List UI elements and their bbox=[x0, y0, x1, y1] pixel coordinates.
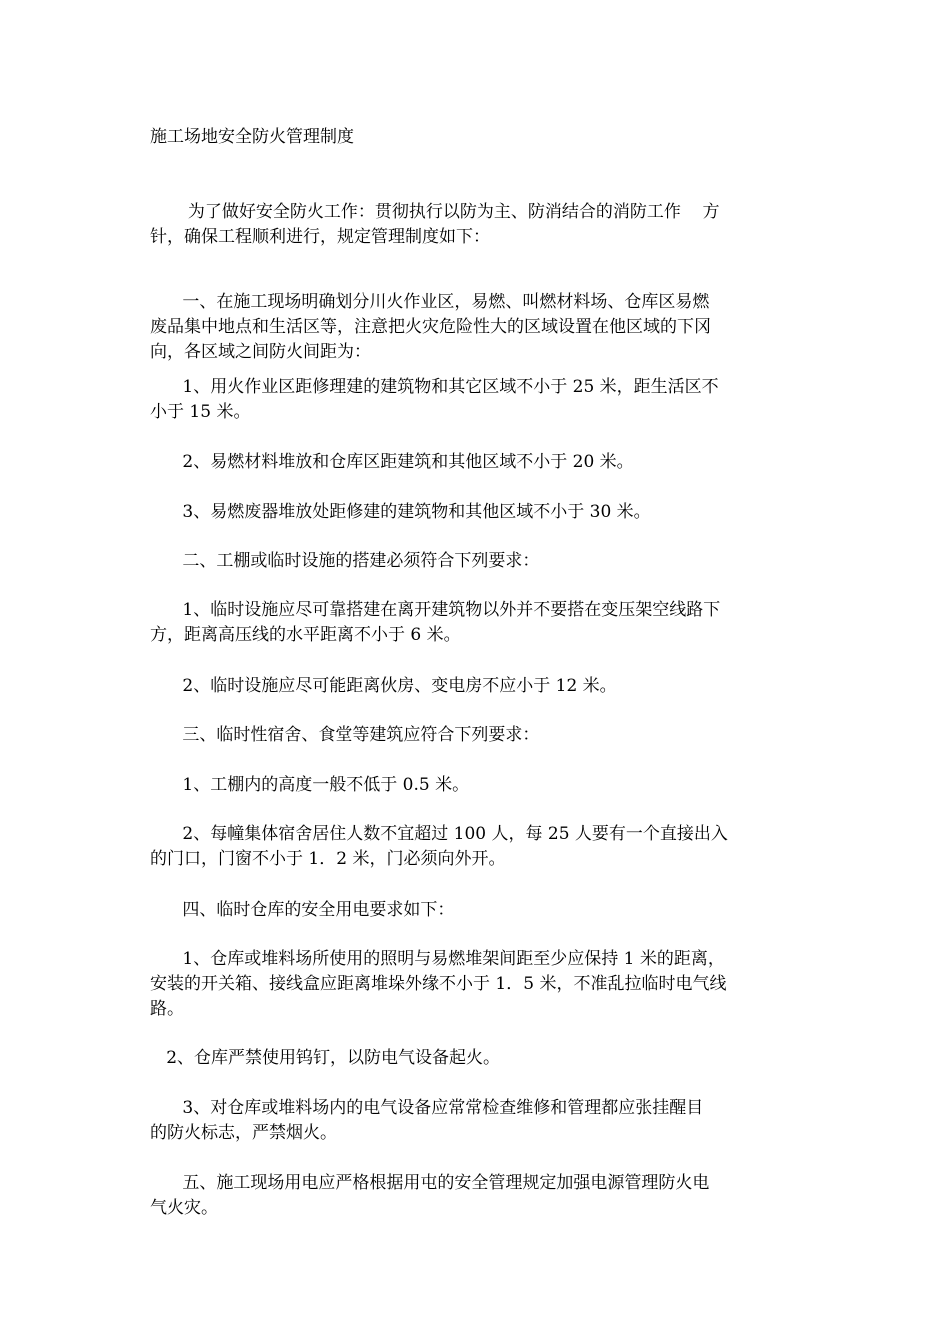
paragraph bbox=[150, 1046, 790, 1071]
document-title: 施工场地安全防火管理制度 bbox=[150, 127, 354, 147]
paragraph bbox=[150, 375, 790, 425]
paragraph-line: 1、工棚内的高度一般不低于 0.5 米。 bbox=[150, 775, 470, 795]
paragraph-line: 2、临时设施应尽可能距离伙房、变电房不应小于 12 米。 bbox=[150, 676, 617, 696]
paragraph bbox=[150, 773, 790, 798]
paragraph bbox=[150, 723, 790, 748]
paragraph-line: 一、在施工现场明确划分川火作业区，易燃、叫燃材料场、仓库区易燃 bbox=[150, 292, 710, 312]
paragraph bbox=[150, 549, 790, 574]
paragraph-line: 2、易燃材料堆放和仓库区距建筑和其他区域不小于 20 米。 bbox=[150, 452, 634, 472]
paragraph-line: 2、仓库严禁使用钨钉，以防电气设备起火。 bbox=[150, 1048, 501, 1068]
paragraph bbox=[150, 674, 790, 699]
paragraph bbox=[150, 947, 790, 1022]
paragraph-line: 二、工棚或临时设施的搭建必须符合下列要求： bbox=[150, 551, 540, 571]
paragraph-line: 路。 bbox=[150, 999, 184, 1019]
paragraph-line: 的防火标志，严禁烟火。 bbox=[150, 1123, 337, 1143]
paragraph-line: 1、用火作业区距修理建的建筑物和其它区域不小于 25 米，距生活区不 bbox=[150, 377, 719, 397]
paragraph-line: 四、临时仓库的安全用电要求如下： bbox=[150, 900, 455, 920]
paragraph-line: 向，各区域之间防火间距为： bbox=[150, 342, 371, 362]
paragraph bbox=[150, 200, 790, 250]
paragraph-line: 1、仓库或堆料场所使用的照明与易燃堆架间距至少应保持 1 米的距离， bbox=[150, 949, 725, 969]
paragraph bbox=[150, 500, 790, 525]
paragraph-line: 方，距离高压线的水平距离不小于 6 米。 bbox=[150, 625, 461, 645]
paragraph-line: 五、施工现场用电应严格根据用屯的安全管理规定加强电源管理防火电 bbox=[150, 1173, 710, 1193]
paragraph bbox=[150, 598, 790, 648]
paragraph bbox=[150, 290, 790, 365]
paragraph-line: 小于 15 米。 bbox=[150, 402, 251, 422]
paragraph bbox=[150, 1096, 790, 1146]
paragraph-line: 针，确保工程顺利进行，规定管理制度如下： bbox=[150, 227, 490, 247]
paragraph-line: 废品集中地点和生活区等，注意把火灾危险性大的区域设置在他区域的下冈 bbox=[150, 317, 711, 337]
paragraph-line: 为了做好安全防火工作：贯彻执行以防为主、防消结合的消防工作 方 bbox=[150, 202, 720, 222]
paragraph-line: 2、每幢集体宿舍居住人数不宜超过 100 人，每 25 人要有一个直接出入 bbox=[150, 824, 728, 844]
paragraph bbox=[150, 898, 790, 923]
paragraph bbox=[150, 1171, 790, 1221]
paragraph bbox=[150, 450, 790, 475]
paragraph-line: 三、临时性宿舍、食堂等建筑应符合下列要求： bbox=[150, 725, 540, 745]
paragraph-line: 的门口，门窗不小于 1．2 米，门必须向外开。 bbox=[150, 849, 506, 869]
paragraph-line: 3、易燃废器堆放处距修建的建筑物和其他区域不小于 30 米。 bbox=[150, 502, 651, 522]
paragraph-line: 1、临时设施应尽可靠搭建在离开建筑物以外并不要搭在变压架空线路下 bbox=[150, 600, 721, 620]
paragraph-line: 气火灾。 bbox=[150, 1198, 218, 1218]
paragraph-line: 3、对仓库或堆料场内的电气设备应常常检查维修和管理都应张挂醒目 bbox=[150, 1098, 704, 1118]
paragraph-line: 安装的开关箱、接线盒应距离堆垛外缘不小于 1．5 米，不准乱拉临时电气线 bbox=[150, 974, 727, 994]
paragraph bbox=[150, 822, 790, 872]
